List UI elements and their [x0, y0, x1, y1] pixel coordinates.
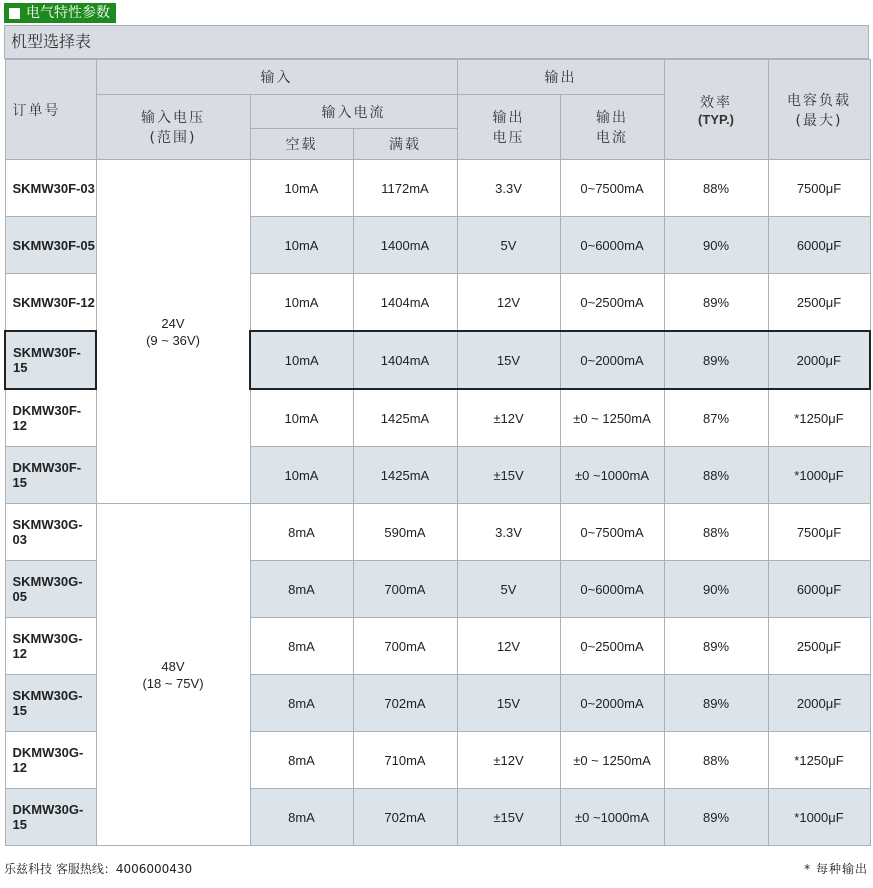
output-voltage: 12V — [457, 274, 560, 332]
output-voltage: ±15V — [457, 447, 560, 504]
header-efficiency — [664, 60, 768, 160]
header-input-current: 输入电流 — [250, 95, 457, 129]
order-number: DKMW30F-15 — [5, 447, 96, 504]
order-number: SKMW30F-15 — [5, 331, 96, 389]
section-title — [4, 3, 116, 23]
capacitive-load: *1250μF — [768, 732, 870, 789]
header-input-voltage — [96, 95, 250, 160]
capacitive-load: 2500μF — [768, 618, 870, 675]
capacitive-load: 2000μF — [768, 675, 870, 732]
no-load-current: 8mA — [250, 618, 353, 675]
efficiency: 90% — [664, 217, 768, 274]
output-current: ±0 ~1000mA — [560, 447, 664, 504]
capacitive-load: 2000μF — [768, 331, 870, 389]
output-current: 0~2000mA — [560, 331, 664, 389]
no-load-current: 10mA — [250, 160, 353, 217]
header-efficiency-text: 效率 — [700, 95, 732, 111]
capacitive-load: 7500μF — [768, 160, 870, 217]
output-current: 0~2500mA — [560, 274, 664, 332]
header-output-current — [560, 95, 664, 160]
header-output-voltage-1: 输出 — [492, 110, 525, 126]
input-voltage-range: (9 ~ 36V) — [146, 332, 200, 348]
no-load-current: 10mA — [250, 274, 353, 332]
output-current: 0~2000mA — [560, 675, 664, 732]
output-voltage: 5V — [457, 217, 560, 274]
full-load-current: 590mA — [353, 504, 457, 561]
order-number: SKMW30F-05 — [5, 217, 96, 274]
no-load-current: 10mA — [250, 389, 353, 447]
efficiency: 89% — [664, 675, 768, 732]
order-number: SKMW30F-12 — [5, 274, 96, 332]
full-load-current: 700mA — [353, 561, 457, 618]
full-load-current: 1425mA — [353, 389, 457, 447]
capacitive-load: *1250μF — [768, 389, 870, 447]
efficiency: 89% — [664, 789, 768, 846]
no-load-current: 8mA — [250, 675, 353, 732]
full-load-current: 1404mA — [353, 331, 457, 389]
header-capacitive-load — [768, 60, 870, 160]
order-number: DKMW30G-15 — [5, 789, 96, 846]
no-load-current: 10mA — [250, 331, 353, 389]
output-voltage: 15V — [457, 675, 560, 732]
output-voltage: ±15V — [457, 789, 560, 846]
table-row — [5, 160, 870, 217]
header-order — [5, 60, 96, 160]
table-title: 机型选择表 — [4, 25, 869, 59]
table-row — [5, 504, 870, 561]
full-load-current: 1400mA — [353, 217, 457, 274]
full-load-current: 702mA — [353, 789, 457, 846]
efficiency: 88% — [664, 447, 768, 504]
no-load-current: 8mA — [250, 561, 353, 618]
no-load-current: 8mA — [250, 504, 353, 561]
no-load-current: 10mA — [250, 447, 353, 504]
capacitive-load: 6000μF — [768, 217, 870, 274]
efficiency: 88% — [664, 504, 768, 561]
header-full-load: 满载 — [353, 129, 457, 160]
section-title-text: 电气特性参数 — [26, 5, 110, 21]
order-number: SKMW30F-03 — [5, 160, 96, 217]
no-load-current: 8mA — [250, 789, 353, 846]
no-load-current: 10mA — [250, 217, 353, 274]
header-capacitive-load-text: 电容负载 — [787, 92, 851, 109]
header-input: 输入 — [96, 60, 457, 95]
full-load-current: 1172mA — [353, 160, 457, 217]
output-voltage: 3.3V — [457, 160, 560, 217]
output-current: ±0 ~ 1250mA — [560, 389, 664, 447]
output-current: ±0 ~1000mA — [560, 789, 664, 846]
full-load-current: 1425mA — [353, 447, 457, 504]
header-output-current-2: 电流 — [596, 130, 628, 146]
output-voltage: ±12V — [457, 389, 560, 447]
header-input-voltage-sub: (范围) — [149, 130, 197, 146]
footnote: * 每种输出 — [804, 862, 868, 876]
capacitive-load: *1000μF — [768, 447, 870, 504]
output-current: 0~7500mA — [560, 160, 664, 217]
capacitive-load: *1000μF — [768, 789, 870, 846]
capacitive-load: 6000μF — [768, 561, 870, 618]
efficiency: 87% — [664, 389, 768, 447]
output-current: 0~6000mA — [560, 561, 664, 618]
efficiency: 89% — [664, 618, 768, 675]
output-voltage: 12V — [457, 618, 560, 675]
header-order-text: 订单号 — [12, 102, 61, 119]
square-bullet-icon — [9, 8, 20, 19]
output-voltage: 15V — [457, 331, 560, 389]
input-voltage-range: (18 ~ 75V) — [142, 675, 204, 691]
input-voltage-cell — [96, 504, 250, 846]
no-load-current: 8mA — [250, 732, 353, 789]
company-hotline: 乐兹科技 客服热线：4006000430 — [4, 862, 193, 876]
order-number: SKMW30G-15 — [5, 675, 96, 732]
capacitive-load: 2500μF — [768, 274, 870, 332]
capacitive-load: 7500μF — [768, 504, 870, 561]
header-output: 输出 — [457, 60, 664, 95]
order-number: DKMW30F-12 — [5, 389, 96, 447]
full-load-current: 710mA — [353, 732, 457, 789]
output-current: 0~2500mA — [560, 618, 664, 675]
order-number: SKMW30G-12 — [5, 618, 96, 675]
efficiency: 89% — [664, 274, 768, 332]
header-output-voltage-2: 电压 — [492, 130, 525, 146]
input-voltage: 48V — [161, 658, 185, 674]
output-current: ±0 ~ 1250mA — [560, 732, 664, 789]
output-voltage: ±12V — [457, 732, 560, 789]
header-output-voltage — [457, 95, 560, 160]
header-output-current-1: 输出 — [596, 110, 628, 126]
output-voltage: 3.3V — [457, 504, 560, 561]
output-voltage: 5V — [457, 561, 560, 618]
input-voltage: 24V — [161, 315, 185, 331]
efficiency: 88% — [664, 160, 768, 217]
header-input-voltage-text: 输入电压 — [141, 110, 205, 126]
full-load-current: 700mA — [353, 618, 457, 675]
header-no-load: 空载 — [250, 129, 353, 160]
order-number: DKMW30G-12 — [5, 732, 96, 789]
full-load-current: 702mA — [353, 675, 457, 732]
output-current: 0~6000mA — [560, 217, 664, 274]
header-efficiency-sub: (TYP.) — [698, 112, 734, 127]
order-number: SKMW30G-05 — [5, 561, 96, 618]
efficiency: 90% — [664, 561, 768, 618]
efficiency: 89% — [664, 331, 768, 389]
order-number: SKMW30G-03 — [5, 504, 96, 561]
output-current: 0~7500mA — [560, 504, 664, 561]
model-selection-table — [4, 59, 871, 846]
input-voltage-cell — [96, 160, 250, 504]
full-load-current: 1404mA — [353, 274, 457, 332]
header-capacitive-load-sub: (最大) — [795, 112, 843, 129]
efficiency: 88% — [664, 732, 768, 789]
